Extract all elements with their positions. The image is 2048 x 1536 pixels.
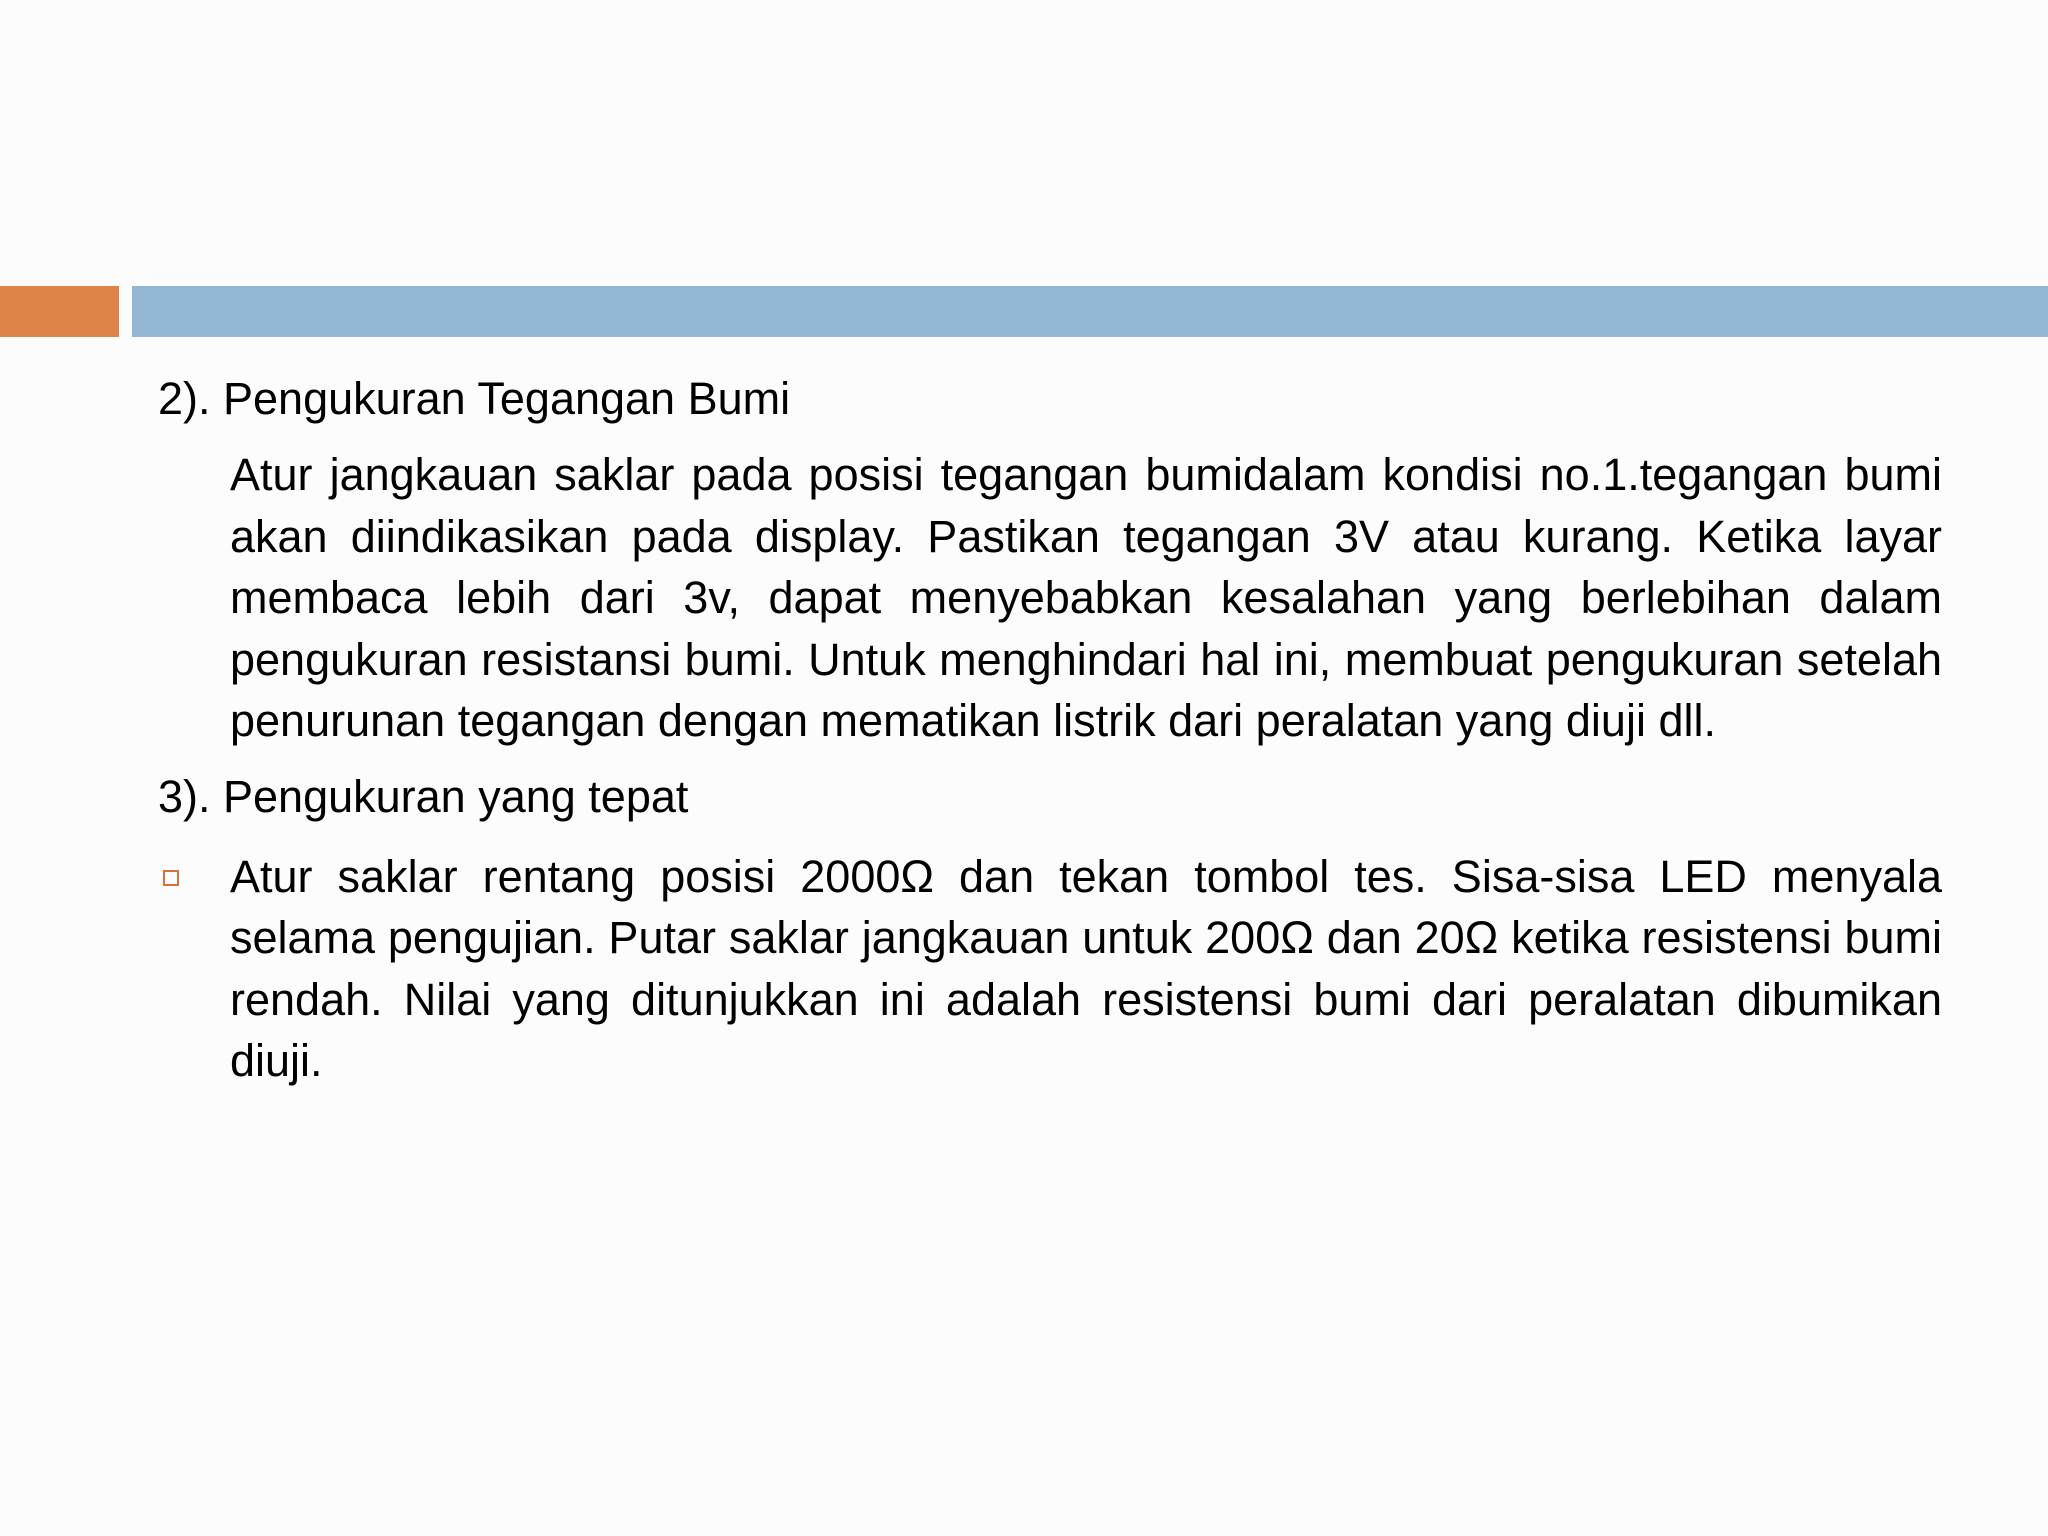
section-paragraph-1: Atur jangkauan saklar pada posisi tegangan bumidalam kondisi no.1.tegangan bumi akan diindikasikan pada display. Pastikan tegangan 3V atau kurang. Ketika layar membaca lebih dari 3v, dapat menyebabkan kesalahan yang berlebihan dalam pengukuran resistansi bumi. Untuk menghindari hal ini, membuat pengukuran setelah penurunan tegangan dengan mematikan listrik dari peralatan yang diuji dll. <box>230 449 1942 746</box>
slide-content <box>158 368 1942 1092</box>
section-heading-1: 2). Pengukuran Tegangan Bumi <box>158 373 791 424</box>
bullet-text: Atur saklar rentang posisi 2000Ω dan tekan tombol tes. Sisa-sisa LED menyala selama pengujian. Putar saklar jangkauan untuk 200Ω dan 20Ω ketika resistensi bumi rendah. Nilai yang ditunjukkan ini adalah resistensi bumi dari peralatan dibumikan diuji. <box>230 850 1942 1086</box>
bullet-list-item <box>158 846 1942 1092</box>
square-bullet-icon <box>163 870 179 886</box>
section-heading-2: 3). Pengukuran yang tepat <box>158 770 689 822</box>
header-accent-orange-bar <box>0 286 119 337</box>
header-accent-blue-bar <box>132 286 2048 337</box>
